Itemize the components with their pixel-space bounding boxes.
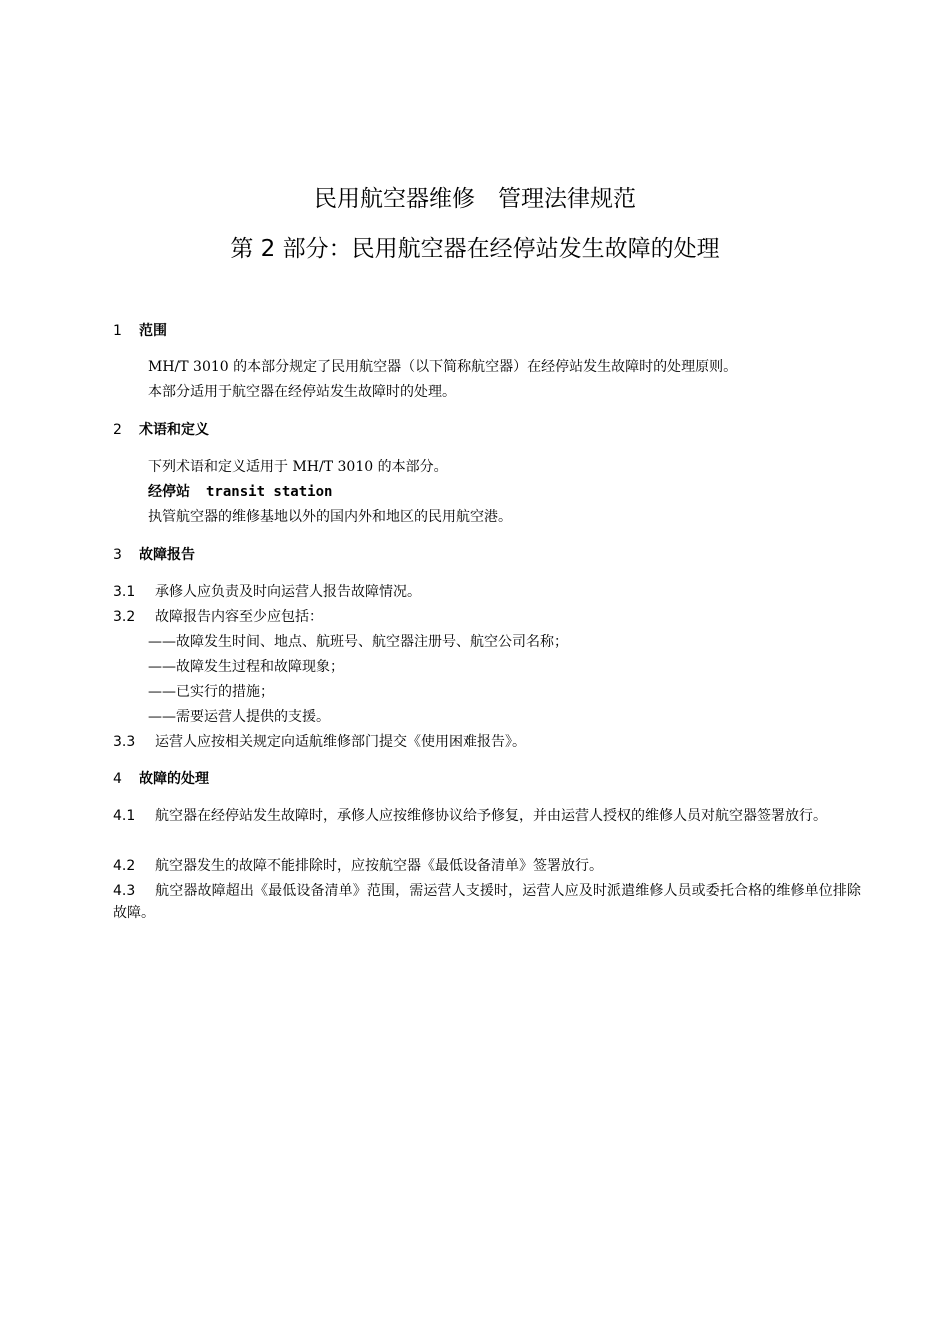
section-1-paragraph-2: 本部分适用于航空器在经停站发生故障时的处理。: [148, 384, 456, 400]
clause-text: 航空器在经停站发生故障时，承修人应按维修协议给予修复，并由运营人授权的维修人员对航空器签署放行。: [155, 808, 827, 824]
clause-3-2: [113, 607, 323, 627]
clause-text: 承修人应负责及时向运营人报告故障情况。: [155, 584, 421, 600]
section-3-heading: [113, 545, 195, 565]
section-number: 4: [113, 771, 122, 787]
section-title: 范围: [139, 323, 167, 339]
section-number: 1: [113, 323, 122, 339]
section-title: 故障的处理: [139, 771, 209, 787]
clause-number: 3.1: [113, 584, 136, 600]
clause-3-3: [113, 732, 526, 752]
clause-text: 航空器故障超出《最低设备清单》范围，需运营人支援时，运营人应及时派遣维修人员或委托合格的维修单位排除故障。: [113, 883, 861, 921]
clause-3-1: [113, 582, 421, 602]
clause-4-3: [113, 880, 861, 924]
clause-number: 4.2: [113, 858, 136, 874]
clause-number: 4.1: [113, 808, 136, 824]
clause-number: 3.3: [113, 734, 136, 750]
section-2-paragraph-1: 下列术语和定义适用于 MH/T 3010 的本部分。: [148, 459, 448, 475]
term-definition: 执管航空器的维修基地以外的国内外和地区的民用航空港。: [148, 509, 512, 525]
clause-number: 3.2: [113, 609, 136, 625]
section-2-heading: [113, 420, 209, 440]
document-title: 民用航空器维修 管理法律规范: [314, 186, 636, 212]
document-subtitle: 第 2 部分：民用航空器在经停站发生故障的处理: [230, 236, 720, 262]
clause-text: 运营人应按相关规定向适航维修部门提交《使用困难报告》。: [155, 734, 526, 750]
clause-text: 故障报告内容至少应包括：: [155, 609, 323, 625]
list-item: ——已实行的措施；: [148, 684, 274, 700]
section-1-paragraph-1: MH/T 3010 的本部分规定了民用航空器（以下简称航空器）在经停站发生故障时的处理原则。: [148, 359, 738, 375]
list-item: ——需要运营人提供的支援。: [148, 709, 330, 725]
list-item: ——故障发生时间、地点、航班号、航空器注册号、航空公司名称；: [148, 634, 568, 650]
section-number: 3: [113, 547, 122, 563]
section-1-heading: [113, 321, 167, 341]
clause-text: 航空器发生的故障不能排除时，应按航空器《最低设备清单》签署放行。: [155, 858, 603, 874]
list-item: ——故障发生过程和故障现象；: [148, 659, 344, 675]
term-entry: [148, 482, 332, 502]
section-title: 故障报告: [139, 547, 195, 563]
section-title: 术语和定义: [139, 422, 209, 438]
section-number: 2: [113, 422, 122, 438]
term-chinese: 经停站: [148, 484, 190, 500]
clause-number: 4.3: [113, 883, 136, 899]
clause-4-1: [113, 805, 861, 827]
term-english: transit station: [206, 484, 333, 500]
clause-4-2: [113, 855, 861, 877]
section-4-heading: [113, 769, 209, 789]
